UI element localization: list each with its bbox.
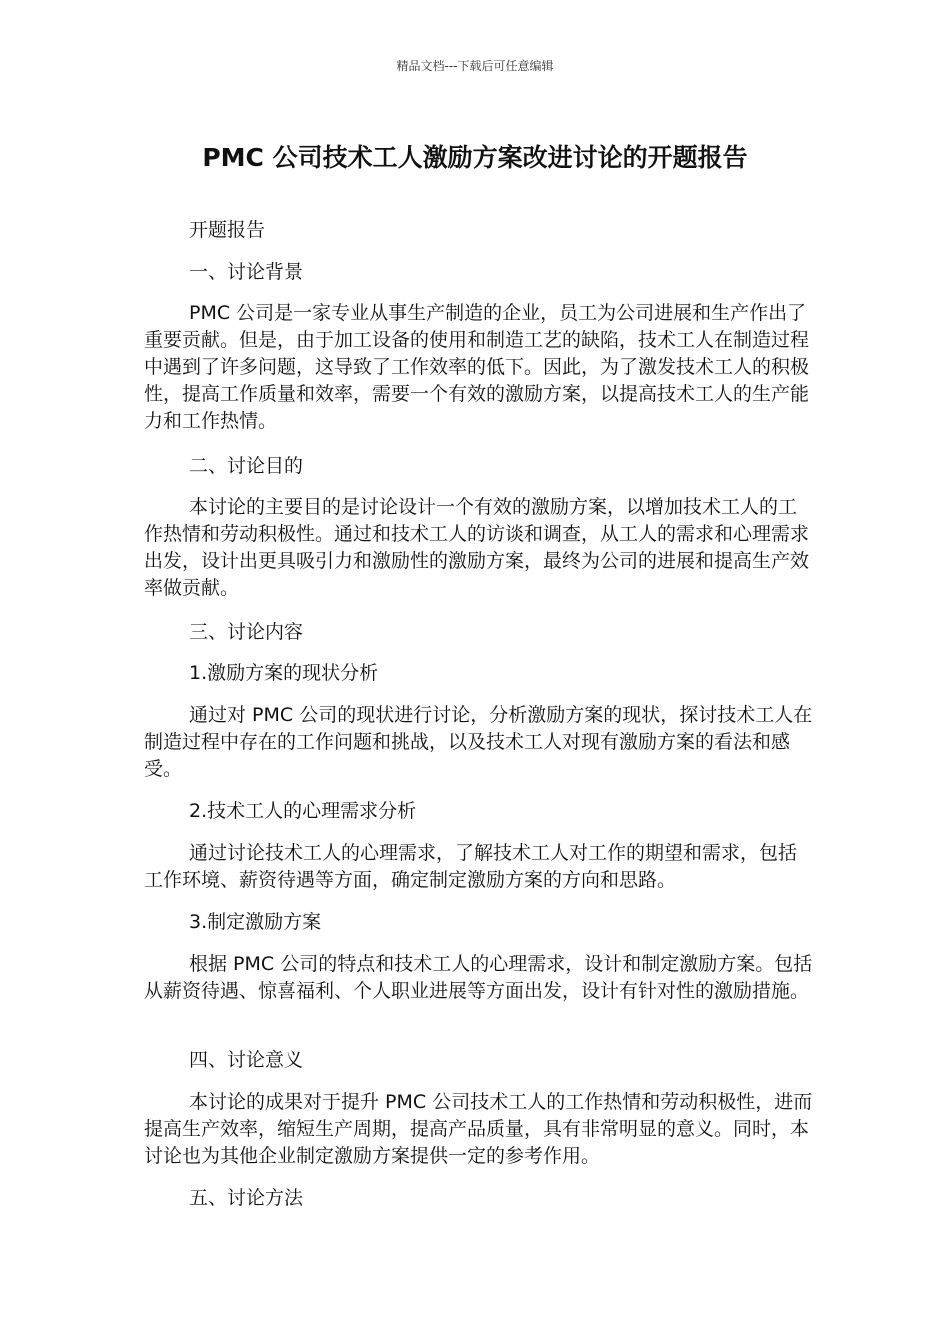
section-heading-background: 一、讨论背景 [189,261,304,283]
section-body-significance: 本讨论的成果对于提升 PMC 公司技术工人的工作热情和劳动积极性，进而提高生产效率，缩短生产周期，提高产品质量，具有非常明显的意义。同时，本讨论也为其他企业制定激励方案提供一定的参考作用。 [144,1091,813,1167]
subsection-body-psychological-needs: 通过讨论技术工人的心理需求，了解技术工人对工作的期望和需求，包括工作环境、薪资待遇等方面，确定制定激励方案的方向和思路。 [144,842,798,891]
section-heading-content: 三、讨论内容 [189,621,304,643]
subsection-heading-make-plan: 3.制定激励方案 [189,911,322,933]
page-header-watermark: 精品文档---下载后可任意编辑 [396,59,554,73]
subsection-body-status-analysis: 通过对 PMC 公司的现状进行讨论，分析激励方案的现状，探讨技术工人在制造过程中存在的工作问题和挑战，以及技术工人对现有激励方案的看法和感受。 [144,704,813,780]
section-body-background: PMC 公司是一家专业从事生产制造的企业，员工为公司进展和生产作出了重要贡献。但是，由于加工设备的使用和制造工艺的缺陷，技术工人在制造过程中遇到了许多问题，这导致了工作效率的低下。因此，为了激发技术工人的积极性，提高工作质量和效率，需要一个有效的激励方案，以提高技术工人的生产能力和工作热情。 [144,302,810,432]
subsection-body-make-plan: 根据 PMC 公司的特点和技术工人的心理需求，设计和制定激励方案。包括从薪资待遇、惊喜福利、个人职业进展等方面出发，设计有针对性的激励措施。 [144,953,813,1002]
section-heading-purpose: 二、讨论目的 [189,455,304,477]
document-title: PMC 公司技术工人激励方案改进讨论的开题报告 [202,143,748,172]
subsection-heading-status-analysis: 1.激励方案的现状分析 [189,662,379,684]
section-body-purpose: 本讨论的主要目的是讨论设计一个有效的激励方案，以增加技术工人的工作热情和劳动积极性。通过和技术工人的访谈和调查，从工人的需求和心理需求出发，设计出更具吸引力和激励性的激励方案，最终为公司的进展和提高生产效率做贡献。 [144,496,810,599]
section-heading-method: 五、讨论方法 [189,1187,304,1209]
report-label: 开题报告 [189,219,266,241]
section-heading-significance: 四、讨论意义 [189,1049,304,1071]
subsection-heading-psychological-needs: 2.技术工人的心理需求分析 [189,800,417,822]
